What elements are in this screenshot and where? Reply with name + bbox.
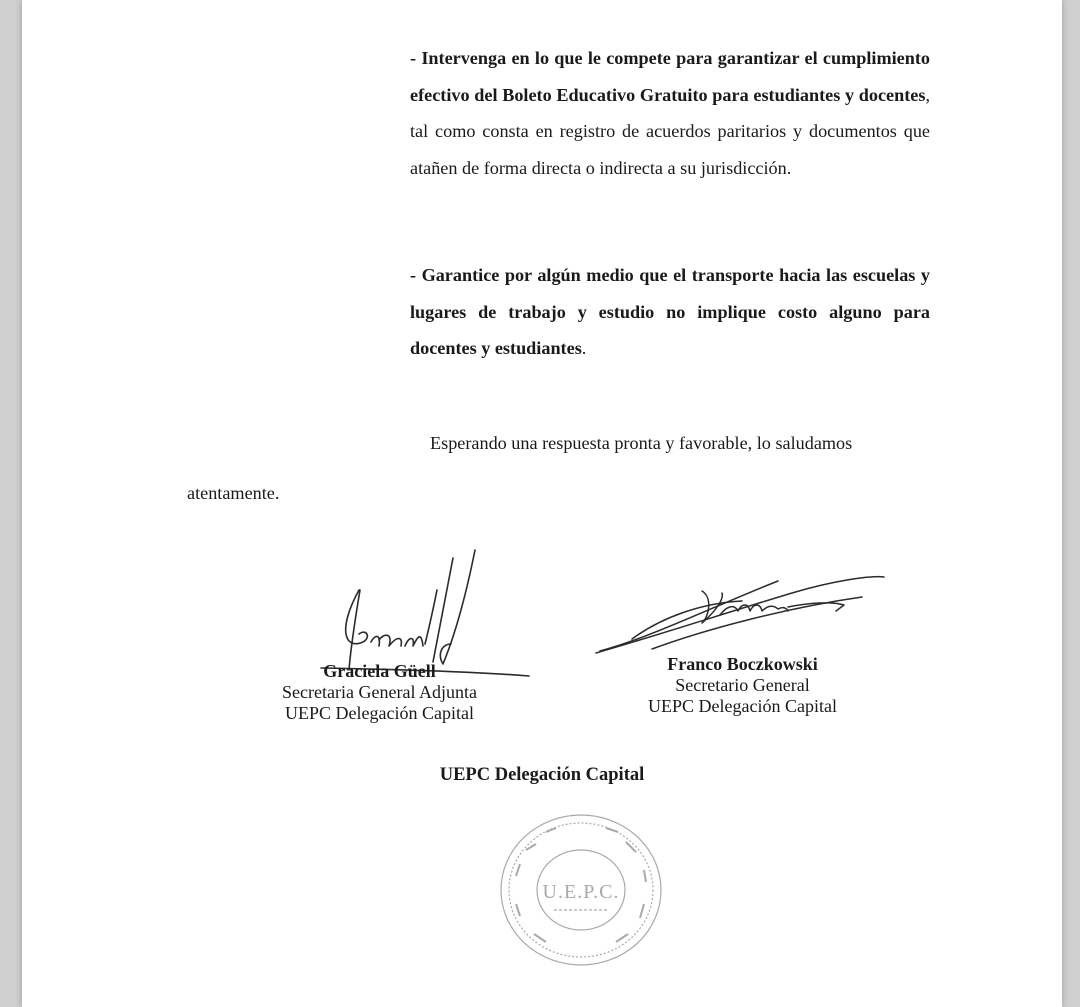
- closing-line-2: atentamente.: [187, 483, 280, 503]
- request-paragraph-1: [410, 40, 930, 186]
- document-page: [22, 0, 1062, 1007]
- footer-organization-title: UEPC Delegación Capital: [439, 765, 645, 785]
- signatory-right: [620, 654, 865, 717]
- signature-left-handwritten: [267, 550, 507, 670]
- signature-right-handwritten: [592, 567, 892, 657]
- signatory-left-name: Graciela Güell: [323, 661, 436, 681]
- request-1-normal-text: , tal como consta en registro de acuerdos paritarios y documentos que atañen de forma directa o indirecta a su jurisdicción.: [410, 84, 930, 178]
- signatory-left: [247, 661, 512, 724]
- request-paragraph-2: [410, 257, 930, 367]
- stamp-center-text: U.E.P.C.: [542, 881, 620, 903]
- signatory-left-role: Secretaria General Adjunta: [282, 682, 477, 702]
- request-2-normal-text: .: [581, 338, 587, 359]
- signatory-right-org: UEPC Delegación Capital: [648, 696, 837, 716]
- organization-stamp: [496, 810, 666, 970]
- signatory-right-role: Secretario General: [675, 675, 810, 695]
- signatory-right-name: Franco Boczkowski: [667, 654, 818, 674]
- closing-line-1: Esperando una respuesta pronta y favorable, lo saludamos: [430, 433, 853, 453]
- request-2-bold-text: - Garantice por algún medio que el transporte hacia las escuelas y lugares de trabajo y estudio no implique costo alguno para docentes y estudiantes: [410, 265, 930, 359]
- request-1-bold-text: - Intervenga en lo que le compete para garantizar el cumplimiento efectivo del Boleto Educativo Gratuito para estudiantes y docentes: [410, 48, 930, 105]
- signatory-left-org: UEPC Delegación Capital: [285, 703, 474, 723]
